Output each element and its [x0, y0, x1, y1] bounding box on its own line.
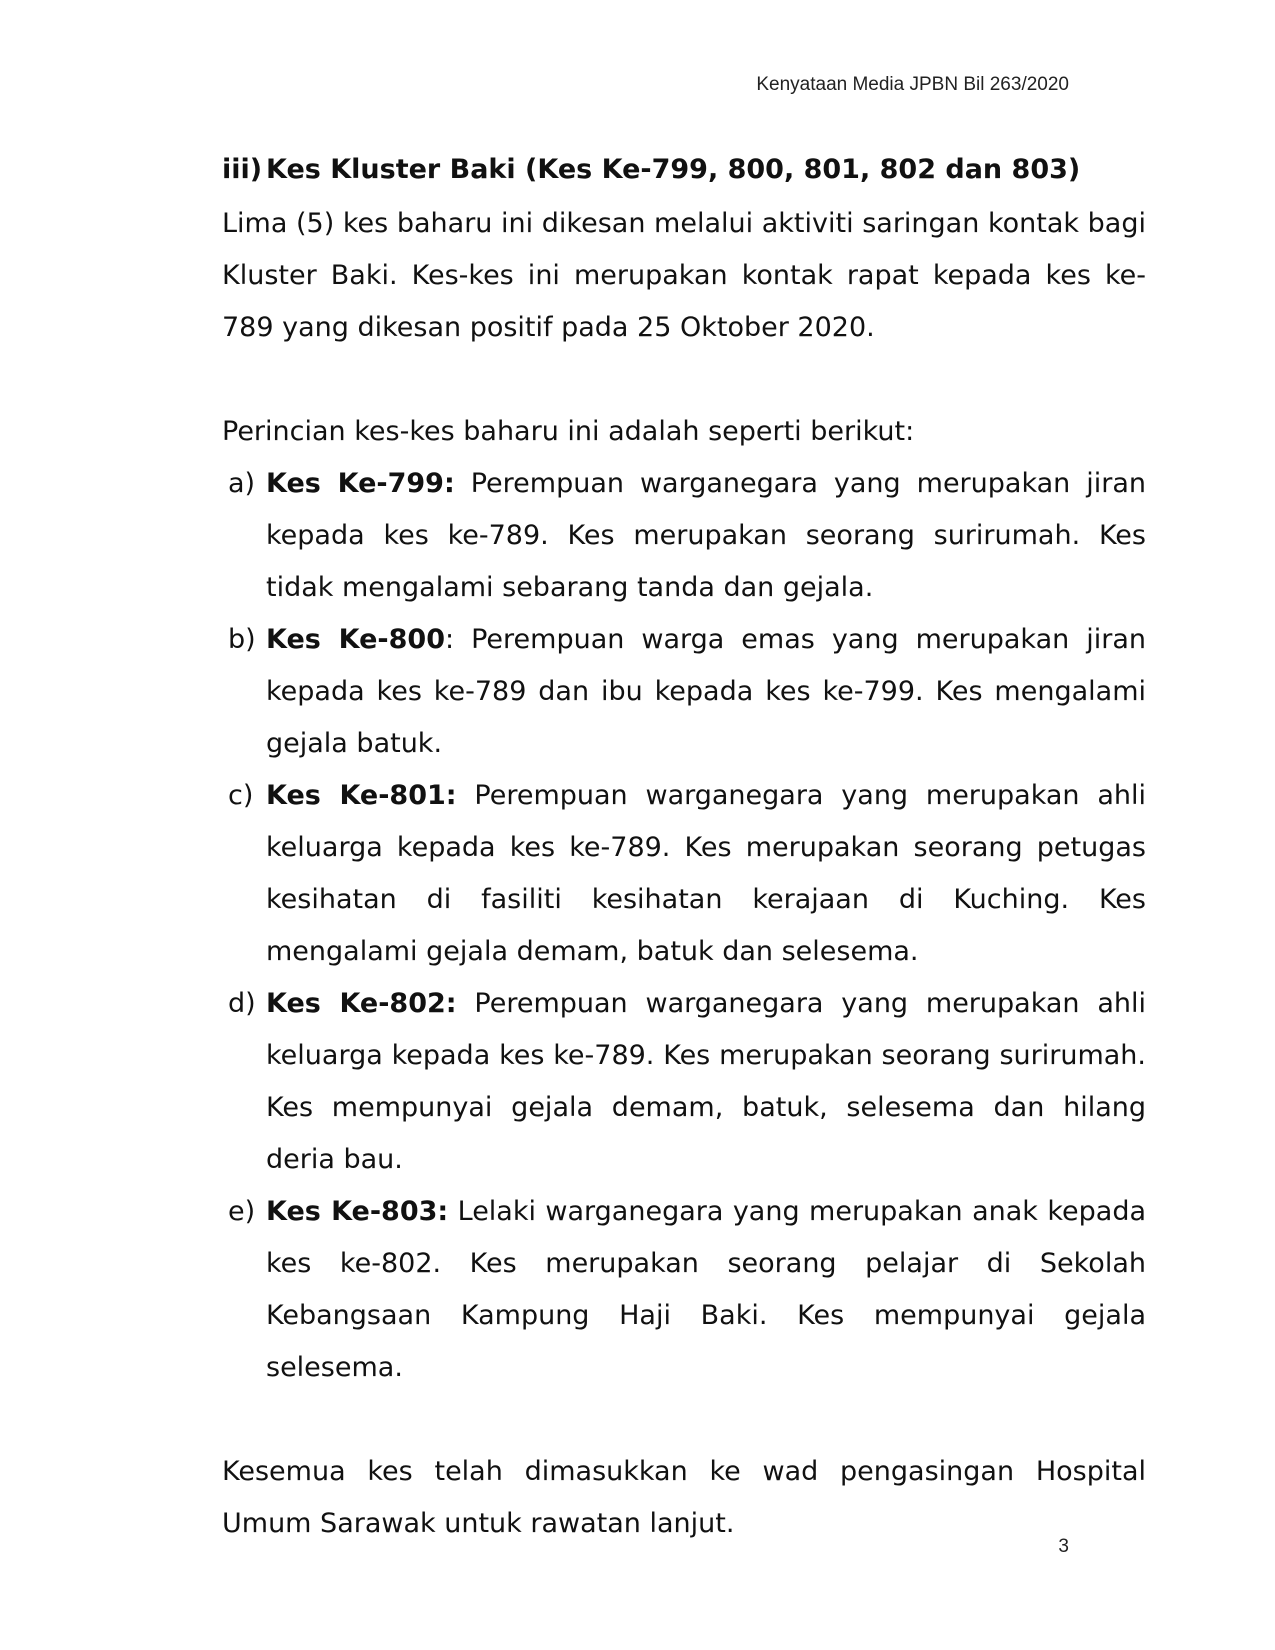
closing-paragraph: Kesemua kes telah dimasukkan ke wad pengasingan Hospital Umum Sarawak untuk rawatan lanjut.	[222, 1456, 1146, 1539]
case-body	[266, 614, 1146, 770]
case-text: Perempuan warganegara yang merupakan ahli keluarga kepada kes ke-789. Kes merupakan seorang petugas kesihatan di fasiliti kesihatan kerajaan di Kuching. Kes mengalami gejala demam, batuk dan selesema.	[266, 780, 1146, 967]
intro-paragraph: Lima (5) kes baharu ini dikesan melalui aktiviti saringan kontak bagi Kluster Baki. Kes-kes ini merupakan kontak rapat kepada kes ke-789 yang dikesan positif pada 25 Oktober 2020.	[222, 208, 1146, 343]
case-text: Lelaki warganegara yang merupakan anak kepada kes ke-802. Kes merupakan seorang pelajar di Sekolah Kebangsaan Kampung Haji Baki. Kes mempunyai gejala selesema.	[266, 1196, 1146, 1383]
case-body	[266, 458, 1146, 614]
case-item	[222, 770, 1146, 978]
document-reference: Kenyataan Media JPBN Bil 263/2020	[756, 74, 1069, 95]
case-list	[222, 458, 1146, 1394]
case-text: Perempuan warganegara yang merupakan ahli keluarga kepada kes ke-789. Kes merupakan seorang surirumah. Kes mempunyai gejala demam, batuk, selesema dan hilang deria bau.	[266, 988, 1146, 1175]
case-item	[222, 614, 1146, 770]
case-label: Kes Ke-803:	[266, 1196, 449, 1227]
case-item	[222, 1186, 1146, 1394]
case-label: Kes Ke-802:	[266, 988, 457, 1019]
paragraph-spacer	[222, 354, 1146, 406]
section-heading	[222, 150, 1146, 190]
case-label: Kes Ke-799:	[266, 468, 455, 499]
case-letter: d)	[228, 988, 256, 1019]
case-label: Kes Ke-801:	[266, 780, 457, 811]
case-letter: e)	[228, 1196, 256, 1227]
section-number: iii)	[222, 154, 263, 185]
details-lead: Perincian kes-kes baharu ini adalah seperti berikut:	[222, 416, 915, 447]
paragraph-spacer	[222, 1394, 1146, 1446]
case-label-suffix: :	[444, 624, 455, 655]
case-body	[266, 1186, 1146, 1394]
case-item	[222, 458, 1146, 614]
section-title: Kes Kluster Baki (Kes Ke-799, 800, 801, 802 dan 803)	[266, 154, 1081, 185]
case-label: Kes Ke-800	[266, 624, 445, 655]
case-body	[266, 770, 1146, 978]
case-item	[222, 978, 1146, 1186]
page-number: 3	[1058, 1536, 1069, 1557]
case-letter: a)	[228, 468, 256, 499]
case-body	[266, 978, 1146, 1186]
case-letter: c)	[228, 780, 254, 811]
case-letter: b)	[228, 624, 256, 655]
document-body	[222, 150, 1146, 1550]
case-text: Perempuan warganegara yang merupakan jiran kepada kes ke-789. Kes merupakan seorang surirumah. Kes tidak mengalami sebarang tanda dan gejala.	[266, 468, 1147, 603]
case-text: Perempuan warga emas yang merupakan jiran kepada kes ke-789 dan ibu kepada kes ke-799. Kes mengalami gejala batuk.	[266, 624, 1146, 759]
